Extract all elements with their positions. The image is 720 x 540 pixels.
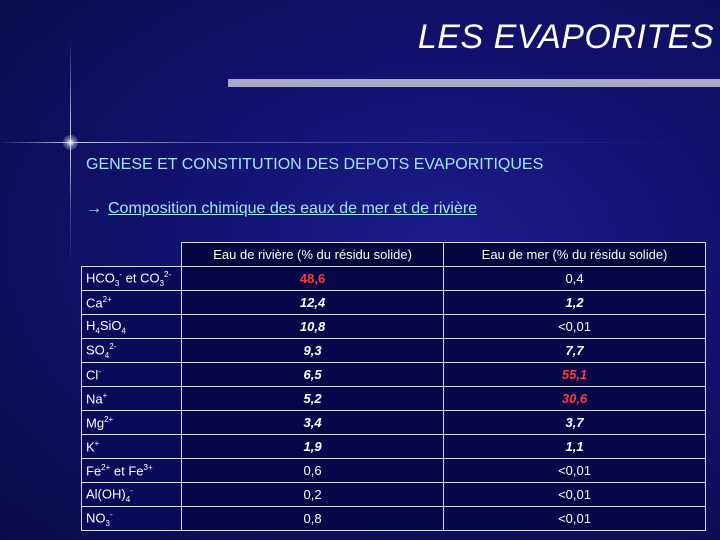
table-row xyxy=(82,339,706,363)
sparkle-star-icon xyxy=(63,135,78,150)
river-value: 0,2 xyxy=(182,483,444,507)
row-label: $Al(OH)_4^-$ xyxy=(82,483,182,507)
table-corner-cell xyxy=(82,243,182,267)
row-label: $SO_4^{2-}$ xyxy=(82,339,182,363)
river-value: 12,4 xyxy=(182,291,444,315)
river-value: 48,6 xyxy=(182,267,444,291)
sparkle-horizontal-ray xyxy=(0,142,720,143)
row-label: $H_4SiO_4$ xyxy=(82,315,182,339)
table-row xyxy=(82,507,706,531)
table-row xyxy=(82,411,706,435)
subtitle xyxy=(86,200,477,218)
sparkle-vertical-ray xyxy=(70,40,71,270)
table-row xyxy=(82,267,706,291)
row-label: $Mg^{2+}$ xyxy=(82,411,182,435)
subtitle-text: Composition chimique des eaux de mer et de rivière xyxy=(108,200,478,217)
header-river: Eau de rivière (% du résidu solide) xyxy=(182,243,444,267)
sea-value: <0,01 xyxy=(444,315,706,339)
title-underline-bar xyxy=(228,79,720,87)
river-value: 9,3 xyxy=(182,339,444,363)
river-value: 1,9 xyxy=(182,435,444,459)
table-row xyxy=(82,459,706,483)
sea-value: 55,1 xyxy=(444,363,706,387)
sea-value: 1,1 xyxy=(444,435,706,459)
river-value: 0,6 xyxy=(182,459,444,483)
sea-value: <0,01 xyxy=(444,507,706,531)
river-value: 5,2 xyxy=(182,387,444,411)
sea-value: <0,01 xyxy=(444,459,706,483)
table-row xyxy=(82,483,706,507)
sea-value: 0,4 xyxy=(444,267,706,291)
table-row xyxy=(82,363,706,387)
table-row xyxy=(82,387,706,411)
table-body xyxy=(82,267,706,531)
row-label: K+ xyxy=(82,435,182,459)
row-label: $Ca^{2+}$ xyxy=(82,291,182,315)
table-row xyxy=(82,291,706,315)
sea-value: 3,7 xyxy=(444,411,706,435)
table-row xyxy=(82,315,706,339)
row-label: Na+ xyxy=(82,387,182,411)
row-label: $Fe^{2+}$ et $Fe^{3+}$ xyxy=(82,459,182,483)
sea-value: 30,6 xyxy=(444,387,706,411)
river-value: 10,8 xyxy=(182,315,444,339)
sea-value: <0,01 xyxy=(444,483,706,507)
row-label: $NO_3^-$ xyxy=(82,507,182,531)
arrow-right-icon: → xyxy=(86,200,102,217)
row-label: Cl- xyxy=(82,363,182,387)
river-value: 0,8 xyxy=(182,507,444,531)
slide-title: LES EVAPORITES xyxy=(417,18,714,56)
table-row xyxy=(82,435,706,459)
table-header-row xyxy=(82,243,706,267)
sea-value: 1,2 xyxy=(444,291,706,315)
row-label: $HCO_3^-$ et $CO_3^{2-}$ xyxy=(82,267,182,291)
section-title: GENESE ET CONSTITUTION DES DEPOTS EVAPORITIQUES xyxy=(86,156,544,173)
river-value: 3,4 xyxy=(182,411,444,435)
river-value: 6,5 xyxy=(182,363,444,387)
header-sea: Eau de mer (% du résidu solide) xyxy=(444,243,706,267)
sea-value: 7,7 xyxy=(444,339,706,363)
composition-table xyxy=(81,242,706,531)
